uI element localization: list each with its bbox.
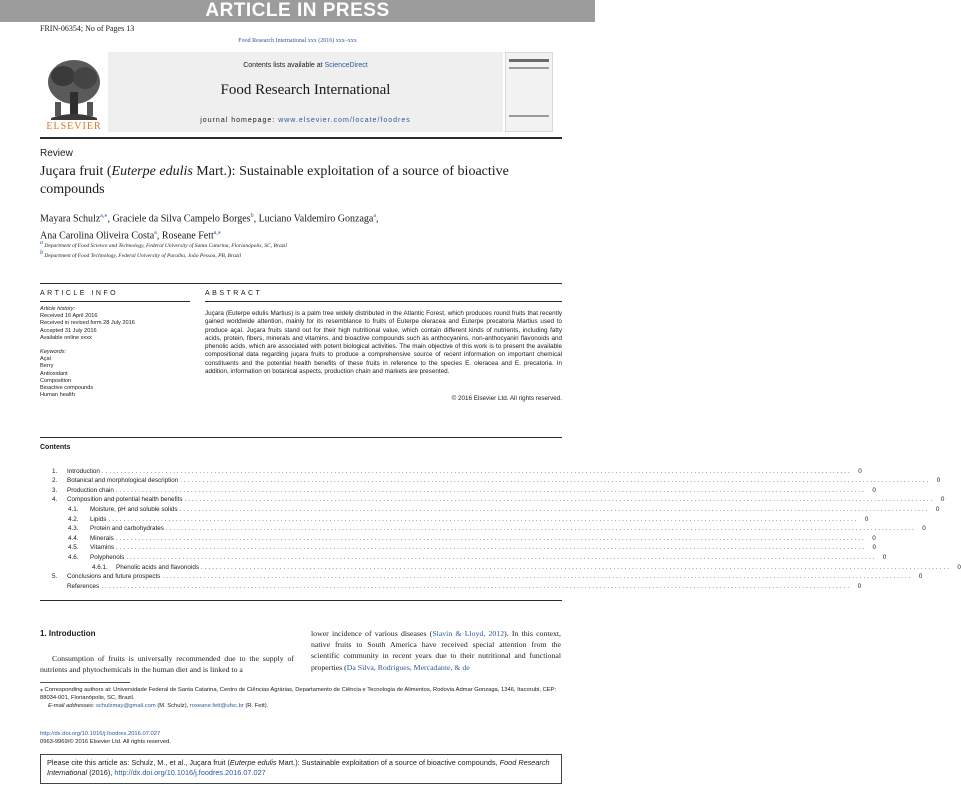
- author-name[interactable]: Mayara Schulz: [40, 213, 101, 225]
- history-entry: Available online xxxx: [40, 334, 92, 341]
- toc-number: 4.3.: [68, 525, 79, 533]
- toc-label[interactable]: Composition and potential health benefits: [67, 496, 183, 504]
- homepage-link[interactable]: www.elsevier.com/locate/foodres: [278, 117, 411, 124]
- author-name[interactable]: Luciano Valdemiro Gonzaga: [258, 213, 374, 225]
- toc-label[interactable]: Protein and carbohydrates: [90, 525, 164, 533]
- citation-link[interactable]: Da Silva, Rodrigues, Mercadante, & de: [346, 662, 470, 672]
- author-name[interactable]: Ana Carolina Oliveira Costa: [40, 230, 155, 242]
- toc-leader-dots: ........................................................................................................................................................................................................: [115, 486, 866, 494]
- toc-page-number: 0: [935, 505, 940, 513]
- keyword: Composition: [40, 377, 72, 384]
- toc-leader-dots: ........................................................................................................................................................................................................: [184, 496, 935, 504]
- toc-leader-dots: ........................................................................................................................................................................................................: [126, 553, 877, 561]
- toc-page-number: 0: [936, 477, 941, 485]
- keyword: Bioactive compounds: [40, 385, 94, 392]
- copyright: © 2016 Elsevier Ltd. All rights reserved.: [451, 395, 562, 402]
- toc-number: 5.: [52, 573, 58, 581]
- author-affiliation-marker[interactable]: a,⁎: [213, 230, 221, 237]
- affiliation-b: b Department of Food Technology, Federal University of Paraíba, João Pessoa, PB, Brazil: [40, 250, 242, 259]
- email-link[interactable]: schulzmay@gmail.com: [96, 703, 156, 709]
- abstract-heading: ABSTRACT: [205, 290, 263, 297]
- article-info-heading: ARTICLE INFO: [40, 290, 119, 297]
- history-entry: Received 16 April 2016: [40, 313, 98, 320]
- toc-entry[interactable]: [40, 542, 876, 552]
- toc-label[interactable]: Botanical and morphological description: [67, 477, 179, 485]
- toc-entry[interactable]: [40, 475, 941, 485]
- toc-page-number: 0: [882, 553, 887, 561]
- article-title: Juçara fruit (Euterpe edulis Mart.): Sustainable exploitation of a source of bioactive compounds: [40, 164, 509, 197]
- toc-number: 4.6.1.: [92, 563, 108, 571]
- journal-cover-thumbnail: [505, 52, 553, 132]
- toc-label[interactable]: Moisture, pH and soluble solids: [90, 505, 178, 513]
- doi-link[interactable]: http://dx.doi.org/10.1016/j.foodres.2016.07.027: [40, 731, 161, 737]
- toc-entry[interactable]: [40, 484, 876, 494]
- toc-number: 2.: [52, 477, 58, 485]
- footnote: ⁎ Corresponding authors at: Universidade Federal de Santa Catarina, Centro de Ciências Agrárias, Departamento de Ciência e Tecnologia de Alimentos, Rodovia Admar Gonzaga, 1346, Itacorubi, CEP: 88034-001, Florianópolis, SC, Brazil. E-mail addresses: schulzmay@gmail.com (M. Schulz), roseane.fett@ufsc.br (R. Fett).: [40, 687, 557, 709]
- toc-number: 1.: [52, 467, 58, 475]
- section-heading: 1. Introduction: [40, 629, 96, 638]
- contents-top-rule: [40, 437, 562, 438]
- toc-leader-dots: ........................................................................................................................................................................................................: [116, 544, 866, 552]
- toc-entry[interactable]: [40, 494, 945, 504]
- toc-entry[interactable]: [40, 571, 923, 581]
- citation-doi-link[interactable]: http://dx.doi.org/10.1016/j.foodres.2016.07.027: [114, 768, 266, 777]
- toc-entry[interactable]: [40, 503, 940, 513]
- toc-entry[interactable]: [40, 551, 887, 561]
- author-affiliation-marker[interactable]: b: [250, 213, 254, 219]
- toc-number: 4.: [52, 496, 58, 504]
- footnote-rule: [40, 682, 130, 683]
- toc-entry[interactable]: [40, 532, 876, 542]
- toc-leader-dots: ........................................................................................................................................................................................................: [115, 534, 866, 542]
- body-column-left: [40, 628, 294, 676]
- toc-page-number: 0: [922, 525, 926, 533]
- toc-entry[interactable]: [40, 561, 961, 571]
- toc-label[interactable]: Minerals: [90, 534, 114, 542]
- toc-page-number: 0: [872, 486, 876, 494]
- author-affiliation-marker[interactable]: a,⁎: [100, 213, 108, 219]
- affiliation-a: a Department of Food Science and Technology, Federal University of Santa Catarina, Florianópolis, SC, Brazil: [40, 240, 287, 249]
- toc-page-number: 0: [872, 534, 876, 542]
- keyword: Açaí: [40, 356, 52, 363]
- article-type: Review: [40, 148, 73, 159]
- toc-label[interactable]: Phenolic acids and flavonoids: [116, 563, 199, 571]
- toc-page-number: 0: [872, 544, 876, 552]
- paragraph: Consumption of fruits is universally recommended due to the supply of nutrients and phytochemicals in the human diet and is linked to a: [40, 654, 294, 675]
- elsevier-tree-logo: [41, 52, 107, 132]
- manuscript-id: FRIN-06354; No of Pages 13: [40, 24, 135, 33]
- history-entry: Accepted 31 July 2016: [40, 327, 97, 334]
- author-list: Mayara Schulz$^{a,⁎}$, Graciele da Silva Campelo Borges$^b$, Luciano Valdemiro Gonzaga$^a$, Ana Carolina Oliveira Costa$^a$, Roseane Fett$^{a,⁎}$: [40, 213, 379, 242]
- toc-label[interactable]: Vitamins: [90, 544, 115, 552]
- toc-leader-dots: ........................................................................................................................................................................................................: [101, 467, 852, 475]
- keyword: Human health: [40, 392, 75, 399]
- journal-name: Food Research International: [220, 82, 391, 98]
- toc-page-number: 0: [864, 515, 869, 523]
- abstract-rule: [205, 301, 562, 302]
- toc-number: 4.4.: [68, 534, 79, 542]
- citation-link[interactable]: Slavin & Lloyd, 2012: [432, 629, 505, 638]
- body-column-right: [311, 628, 561, 673]
- table-of-contents: [40, 465, 961, 590]
- author-name[interactable]: Graciele da Silva Campelo Borges: [112, 213, 251, 225]
- toc-label[interactable]: Conclusions and future prospects: [67, 573, 161, 581]
- toc-label[interactable]: Lipids: [90, 515, 107, 523]
- contents-bottom-rule: [40, 600, 562, 601]
- toc-leader-dots: ........................................................................................................................................................................................................: [180, 477, 931, 485]
- toc-label[interactable]: Introduction: [67, 467, 100, 475]
- affiliation-divider: [40, 283, 562, 284]
- toc-page-number: 0: [940, 496, 945, 504]
- history-entry: Received in revised form 28 July 2016: [40, 320, 135, 327]
- toc-leader-dots: ........................................................................................................................................................................................................: [101, 582, 852, 590]
- toc-entry[interactable]: [40, 465, 862, 475]
- journal-reference[interactable]: Food Research International xxx (2016) xxx–xxx: [238, 38, 357, 44]
- citation-box: Please cite this article as: Schulz, M., et al., Juçara fruit (Euterpe edulis Mart.): Sustainable exploitation of a source of bioactive compounds, Food Research International (2016), http://dx.doi.org/10.1016/j.foodres.2016.07.027: [40, 754, 562, 784]
- toc-number: 4.1.: [68, 505, 79, 513]
- toc-page-number: 0: [957, 563, 961, 571]
- toc-leader-dots: ........................................................................................................................................................................................................: [108, 515, 859, 523]
- toc-number: 4.2.: [68, 515, 79, 523]
- article-in-press-banner: ARTICLE IN PRESS: [0, 0, 595, 22]
- toc-page-number: 0: [858, 467, 862, 475]
- contents-heading: Contents: [40, 444, 71, 451]
- author-affiliation-marker[interactable]: a: [373, 213, 377, 219]
- sciencedirect-link[interactable]: ScienceDirect: [324, 62, 368, 69]
- toc-leader-dots: ........................................................................................................................................................................................................: [200, 563, 951, 571]
- abstract-text: Juçara (Euterpe edulis Martius) is a palm tree widely distributed in the Atlantic Forest, which produces round fruits that recently gained worldwide attention, mainly for its resemblance to fruits of Euterpe oleracea and Euterpe precatoria Martius used to produce açaí. Juçara fruits stand out for their high nutritional value, which contain different kinds of nutrients, including fatty acids, protein, fibers, minerals and vitamins, and bioactive compounds such as anthocyanins, non-anthocyanin flavonoids and phenolic acids, which are associated with potent biological activities. The main objective of this work is to present the available compositional data regarding juçara fruits to produce a comprehensive source of recent information on important chemical constituents and the potential health benefits of these fruits in reference to the species E. oleracea and E. precatoria. In addition, information on botanical aspects, production chain and markets are presented.: [205, 310, 562, 376]
- info-rule: [40, 301, 190, 302]
- doi-block: http://dx.doi.org/10.1016/j.foodres.2016.07.027 0963-9969/© 2016 Elsevier Ltd. All rights reserved.: [40, 730, 340, 746]
- author-name[interactable]: Roseane Fett: [161, 230, 214, 242]
- journal-homepage: journal homepage: www.elsevier.com/locate/foodres: [200, 117, 411, 124]
- keyword: Antioxidant: [40, 370, 68, 377]
- toc-entry[interactable]: [40, 523, 926, 533]
- toc-leader-dots: ........................................................................................................................................................................................................: [179, 505, 930, 513]
- toc-entry[interactable]: [40, 513, 869, 523]
- toc-number: 3.: [52, 486, 58, 494]
- toc-entry[interactable]: [40, 580, 862, 590]
- toc-number: 4.5.: [68, 544, 79, 552]
- toc-leader-dots: ........................................................................................................................................................................................................: [162, 573, 913, 581]
- toc-leader-dots: ........................................................................................................................................................................................................: [165, 525, 916, 533]
- toc-label[interactable]: Production chain: [67, 486, 114, 494]
- paragraph: lower incidence of various diseases (Slavin & Lloyd, 2012). In this context, native fruits to South America have received special attention from the scientific community in recent years due to their nutritional and functional properties (Da Silva, Rodrigues, Mercadante, & de: [311, 629, 561, 672]
- toc-label[interactable]: Polyphenols: [90, 553, 125, 561]
- author-affiliation-marker[interactable]: a: [154, 230, 157, 237]
- toc-page-number: 0: [857, 582, 862, 590]
- article-history: Article history: Received 16 April 2016 Received in revised form 28 July 2016 Accepted 31 July 2016 Available online xxxx Keywords: Açaí Berry Antioxidant Composition Bioactive compounds Human health: [40, 306, 190, 399]
- header-divider: [40, 137, 562, 139]
- email-link[interactable]: roseane.fett@ufsc.br: [189, 703, 244, 709]
- publisher-name: ELSEVIER: [46, 121, 102, 132]
- keyword: Berry: [40, 363, 54, 370]
- contents-availability: Contents lists available at ScienceDirect: [243, 62, 368, 69]
- toc-page-number: 0: [918, 573, 923, 581]
- toc-label[interactable]: References: [67, 582, 100, 590]
- toc-number: 4.6.: [68, 553, 79, 561]
